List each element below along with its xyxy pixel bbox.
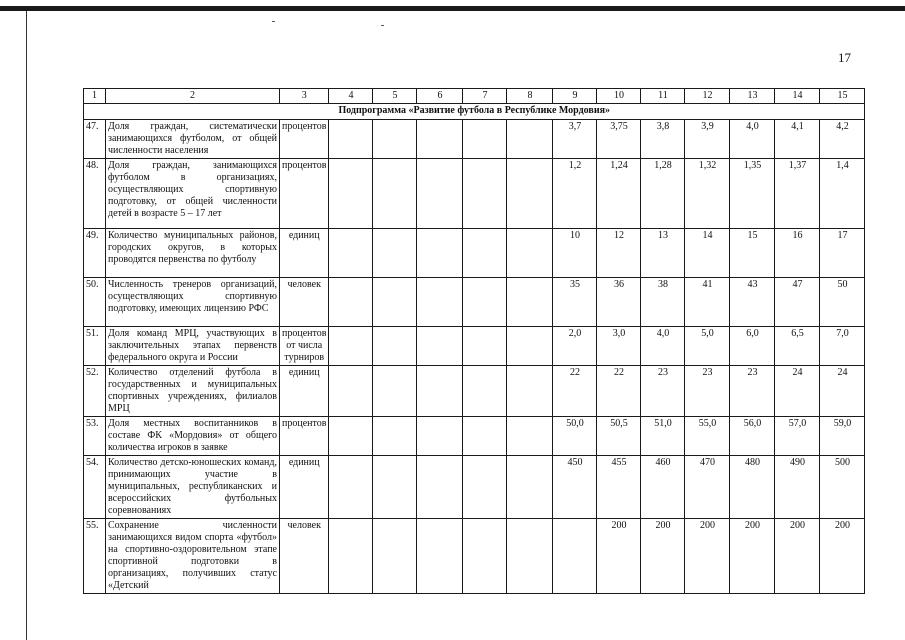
value-cell: 47	[775, 278, 820, 327]
value-cell: 43	[730, 278, 775, 327]
row-number: 48.	[84, 159, 106, 229]
empty-cell	[417, 120, 463, 159]
column-header-cell: 2	[106, 89, 280, 104]
row-number: 54.	[84, 456, 106, 519]
table-row	[84, 366, 865, 417]
value-cell: 38	[641, 278, 685, 327]
empty-cell	[417, 417, 463, 456]
empty-cell	[507, 456, 553, 519]
unit-of-measure: человек	[280, 519, 329, 594]
column-header-cell: 5	[373, 89, 417, 104]
empty-cell	[417, 519, 463, 594]
indicator-name: Количество детско-юношеских команд, принимающих участие в муниципальных, республиканских и всероссийских футбольных соревнованиях	[106, 456, 280, 519]
empty-cell	[329, 278, 373, 327]
empty-cell	[373, 327, 417, 366]
value-cell: 1,4	[820, 159, 865, 229]
table-body	[84, 89, 865, 594]
value-cell: 1,35	[730, 159, 775, 229]
empty-cell	[463, 159, 507, 229]
value-cell: 36	[597, 278, 641, 327]
row-number: 51.	[84, 327, 106, 366]
value-cell: 200	[641, 519, 685, 594]
scan-speck	[381, 25, 384, 26]
empty-cell	[329, 229, 373, 278]
scan-speck	[272, 21, 275, 22]
value-cell: 200	[597, 519, 641, 594]
subprogram-title: Подпрограмма «Развитие футбола в Республике Мордовия»	[84, 104, 865, 120]
value-cell: 1,28	[641, 159, 685, 229]
empty-cell	[373, 456, 417, 519]
empty-cell	[417, 327, 463, 366]
row-number: 49.	[84, 229, 106, 278]
unit-of-measure: процентов	[280, 159, 329, 229]
value-cell: 2,0	[553, 327, 597, 366]
unit-of-measure: единиц	[280, 229, 329, 278]
empty-cell	[373, 417, 417, 456]
value-cell: 490	[775, 456, 820, 519]
empty-cell	[463, 417, 507, 456]
empty-cell	[507, 327, 553, 366]
empty-cell	[417, 278, 463, 327]
unit-of-measure: процентов	[280, 120, 329, 159]
empty-cell	[507, 159, 553, 229]
table-row	[84, 327, 865, 366]
empty-cell	[417, 456, 463, 519]
empty-cell	[373, 519, 417, 594]
column-header-cell: 15	[820, 89, 865, 104]
value-cell: 4,2	[820, 120, 865, 159]
value-cell: 200	[775, 519, 820, 594]
empty-cell	[329, 366, 373, 417]
value-cell: 480	[730, 456, 775, 519]
value-cell: 5,0	[685, 327, 730, 366]
value-cell: 3,75	[597, 120, 641, 159]
scan-top-edge	[0, 6, 905, 11]
value-cell: 15	[730, 229, 775, 278]
value-cell: 455	[597, 456, 641, 519]
value-cell: 14	[685, 229, 730, 278]
value-cell: 13	[641, 229, 685, 278]
value-cell: 23	[730, 366, 775, 417]
unit-of-measure: процентов	[280, 417, 329, 456]
unit-of-measure: процентов от числа турниров	[280, 327, 329, 366]
empty-cell	[329, 120, 373, 159]
value-cell: 200	[730, 519, 775, 594]
indicator-name: Численность тренеров организаций, осуществляющих спортивную подготовку, имеющих лицензию РФС	[106, 278, 280, 327]
empty-cell	[329, 417, 373, 456]
indicator-name: Сохранение численности занимающихся видом спорта «футбол» на спортивно-оздоровительном этапе спортивной подготовки в организациях, получивших статус «Детский	[106, 519, 280, 594]
value-cell: 10	[553, 229, 597, 278]
value-cell: 500	[820, 456, 865, 519]
value-cell: 3,8	[641, 120, 685, 159]
page-number: 17	[838, 50, 851, 65]
empty-cell	[463, 120, 507, 159]
row-number: 50.	[84, 278, 106, 327]
table-row	[84, 120, 865, 159]
empty-cell	[329, 159, 373, 229]
column-header-cell: 13	[730, 89, 775, 104]
empty-cell	[507, 229, 553, 278]
value-cell: 41	[685, 278, 730, 327]
empty-cell	[507, 417, 553, 456]
value-cell: 23	[641, 366, 685, 417]
value-cell: 59,0	[820, 417, 865, 456]
empty-cell	[463, 229, 507, 278]
indicator-name: Доля местных воспитанников в составе ФК «Мордовия» от общего количества игроков в заявке	[106, 417, 280, 456]
column-header-cell: 14	[775, 89, 820, 104]
column-header-cell: 7	[463, 89, 507, 104]
value-cell: 6,0	[730, 327, 775, 366]
table-row	[84, 519, 865, 594]
indicator-name: Количество отделений футбола в государственных и муниципальных спортивных учреждениях, филиалов МРЦ	[106, 366, 280, 417]
value-cell: 4,0	[730, 120, 775, 159]
value-cell: 4,0	[641, 327, 685, 366]
value-cell: 3,7	[553, 120, 597, 159]
table-row	[84, 417, 865, 456]
empty-cell	[417, 366, 463, 417]
row-number: 55.	[84, 519, 106, 594]
empty-cell	[329, 456, 373, 519]
table-row	[84, 229, 865, 278]
subprogram-row	[84, 104, 865, 120]
value-cell: 470	[685, 456, 730, 519]
value-cell: 22	[597, 366, 641, 417]
empty-cell	[373, 278, 417, 327]
empty-cell	[507, 120, 553, 159]
value-cell: 56,0	[730, 417, 775, 456]
empty-cell	[417, 229, 463, 278]
value-cell: 7,0	[820, 327, 865, 366]
value-cell: 12	[597, 229, 641, 278]
column-header-cell: 3	[280, 89, 329, 104]
empty-cell	[463, 366, 507, 417]
empty-cell	[329, 327, 373, 366]
indicator-name: Доля команд МРЦ, участвующих в заключительных этапах первенств федерального округа и России	[106, 327, 280, 366]
table-row	[84, 456, 865, 519]
value-cell: 55,0	[685, 417, 730, 456]
value-cell: 51,0	[641, 417, 685, 456]
value-cell: 35	[553, 278, 597, 327]
value-cell: 22	[553, 366, 597, 417]
empty-cell	[463, 278, 507, 327]
value-cell	[553, 519, 597, 594]
scan-left-edge	[26, 11, 27, 640]
value-cell: 23	[685, 366, 730, 417]
value-cell: 24	[820, 366, 865, 417]
value-cell: 3,0	[597, 327, 641, 366]
column-header-cell: 9	[553, 89, 597, 104]
table-row	[84, 278, 865, 327]
value-cell: 1,32	[685, 159, 730, 229]
column-header-cell: 12	[685, 89, 730, 104]
value-cell: 1,37	[775, 159, 820, 229]
column-header-cell: 10	[597, 89, 641, 104]
unit-of-measure: единиц	[280, 366, 329, 417]
value-cell: 460	[641, 456, 685, 519]
empty-cell	[507, 519, 553, 594]
value-cell: 4,1	[775, 120, 820, 159]
value-cell: 3,9	[685, 120, 730, 159]
value-cell: 50,0	[553, 417, 597, 456]
empty-cell	[373, 229, 417, 278]
empty-cell	[463, 519, 507, 594]
unit-of-measure: единиц	[280, 456, 329, 519]
indicators-table	[83, 88, 865, 594]
empty-cell	[329, 519, 373, 594]
empty-cell	[417, 159, 463, 229]
value-cell: 17	[820, 229, 865, 278]
value-cell: 1,24	[597, 159, 641, 229]
row-number: 52.	[84, 366, 106, 417]
indicator-name: Количество муниципальных районов, городских округов, в которых проводятся первенства по футболу	[106, 229, 280, 278]
empty-cell	[463, 327, 507, 366]
value-cell: 450	[553, 456, 597, 519]
value-cell: 24	[775, 366, 820, 417]
column-header-cell: 1	[84, 89, 106, 104]
column-number-header	[84, 89, 865, 104]
column-header-cell: 6	[417, 89, 463, 104]
empty-cell	[373, 120, 417, 159]
value-cell: 6,5	[775, 327, 820, 366]
value-cell: 200	[685, 519, 730, 594]
indicator-name: Доля граждан, занимающихся футболом в организациях, осуществляющих спортивную подготовку, от общей численности детей в возрасте 5 – 17 лет	[106, 159, 280, 229]
value-cell: 50	[820, 278, 865, 327]
empty-cell	[373, 366, 417, 417]
column-header-cell: 4	[329, 89, 373, 104]
column-header-cell: 11	[641, 89, 685, 104]
empty-cell	[507, 366, 553, 417]
value-cell: 57,0	[775, 417, 820, 456]
column-header-cell: 8	[507, 89, 553, 104]
value-cell: 1,2	[553, 159, 597, 229]
row-number: 53.	[84, 417, 106, 456]
value-cell: 200	[820, 519, 865, 594]
value-cell: 50,5	[597, 417, 641, 456]
empty-cell	[373, 159, 417, 229]
empty-cell	[507, 278, 553, 327]
value-cell: 16	[775, 229, 820, 278]
unit-of-measure: человек	[280, 278, 329, 327]
indicator-name: Доля граждан, систематически занимающихся футболом, от общей численности населения	[106, 120, 280, 159]
table-row	[84, 159, 865, 229]
row-number: 47.	[84, 120, 106, 159]
empty-cell	[463, 456, 507, 519]
